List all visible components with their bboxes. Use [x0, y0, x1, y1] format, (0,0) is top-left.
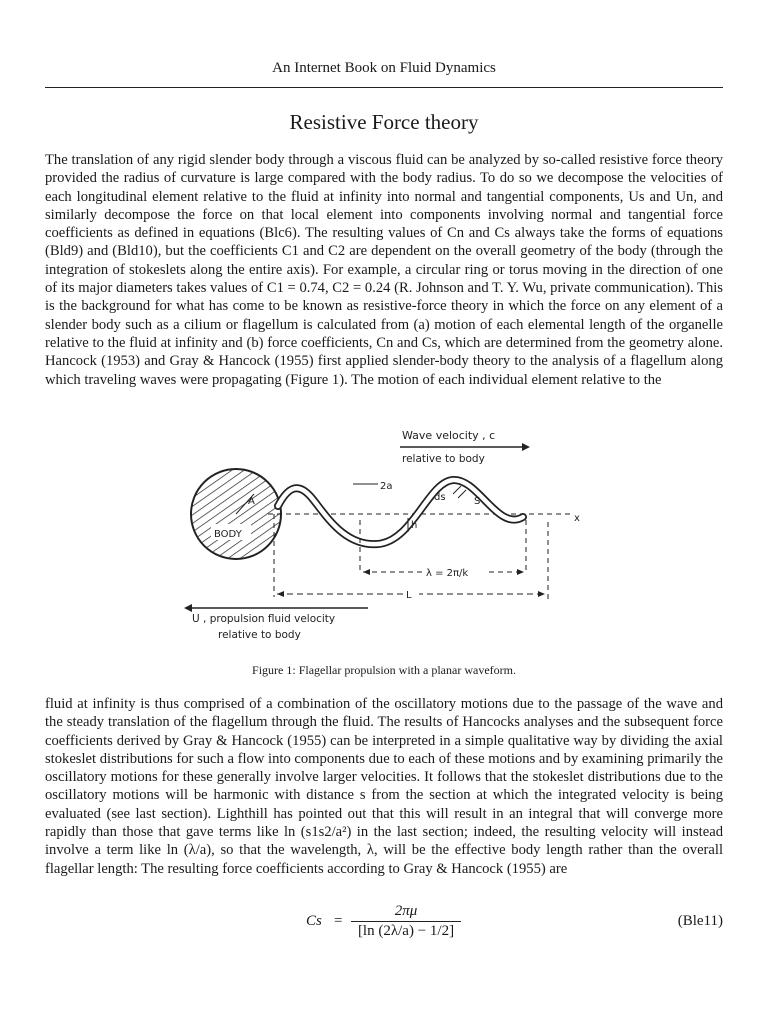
relative-to-body-top-label: relative to body: [402, 453, 485, 465]
fraction-bar: [351, 921, 461, 922]
paragraph-continuation: fluid at infinity is thus comprised of a combination of the oscillatory motions due to the passage of the wave and the steady translation of the flagellum through the fluid. The results of Hancocks analyses and the subsequent force coefficients derived by Gray & Hancock (1955) can be interpreted in a simple qualitative way by dividing the axial stokeslet distributions for such a flow into components due to each of these motions and by examining primarily the oscillatory motions for these generally involve larger velocities. It follows that the stokeslet distributions due to the oscillatory motions will be harmonic with distance s from the section at which the integrated velocity is being evaluated (see last section). Lighthill has pointed out that this will result in an integral that will converge more rapidly than those that gave terms like ln (s1s2/a²) in the last section; indeed, the resulting velocity will instead involve a term like ln (λ/a), so that the wavelength, λ, will be the effective body length rather than the overall flagellar length: The resulting force coefficients according to Gray & Hancock (1955) are: [45, 696, 723, 877]
section-title: Resistive Force theory: [289, 110, 479, 134]
equation-fraction: [351, 903, 461, 940]
equation-label: (Ble11): [677, 913, 723, 929]
equation-ble11: [45, 903, 723, 943]
s-label: S: [474, 496, 481, 507]
wavelength-label: λ = 2π/k: [426, 568, 469, 579]
figure-caption: Figure 1: Flagellar propulsion with a planar waveform.: [252, 663, 516, 677]
wave-velocity-arrowhead: [522, 443, 530, 451]
ds-label: ds: [434, 492, 446, 503]
h-label: h: [411, 520, 418, 531]
diameter-label: 2a: [380, 481, 393, 492]
x-axis-label: x: [574, 513, 580, 524]
equation-denominator: [ln (2λ/a) − 1/2]: [357, 923, 455, 939]
paragraph-intro: The translation of any rigid slender body through a viscous fluid can be analyzed by so-called resistive force theory provided the radius of curvature is large compared with the body radius. To do so we decompose the velocities of each longitudinal element relative to the fluid at infinity into normal and tangential components, Us and Un, and similarly decompose the force on that local element into components involving normal and tangential force coefficients as defined in equations (Blc6). The resulting values of Cn and Cs always take the forms of equations (Bld9) and (Bld10), but the coefficients C1 and C2 are dependent on the overall geometry of the body (through the integration of stokeslets along the entire axis). For example, a circular ring or torus moving in the direction of one of its major diameters takes values of C1 = 0.74, C2 = 0.24 (R. Johnson and T. Y. Wu, private communication). This is the background for what has come to be known as resistive-force theory in which the force on any element of a slender body such as a cilium or flagellum is calculated from (a) motion of each elemental length of the organelle relative to the fluid at infinity and (b) force coefficients, Cn and Cs, which are determined from the geometry alone. Hancock (1953) and Gray & Hancock (1955) first applied slender-body theory to the analysis of a flagellum along which traveling waves were propagating (Figure 1). The motion of each individual element relative to the: [45, 152, 723, 388]
equation-equals: =: [334, 913, 343, 929]
wave-velocity-label: Wave velocity , c: [402, 429, 496, 442]
running-header: An Internet Book on Fluid Dynamics: [272, 60, 496, 76]
relative-to-body-bottom-label: relative to body: [218, 629, 301, 641]
body-label: BODY: [214, 529, 242, 540]
radius-label: A: [248, 496, 255, 507]
flagellum-figure: [178, 422, 590, 652]
propulsion-arrowhead: [184, 604, 192, 612]
length-label: L: [406, 590, 412, 601]
equation-lhs: Cs: [306, 913, 322, 929]
header-rule: [45, 87, 723, 88]
propulsion-label: U , propulsion fluid velocity: [192, 613, 336, 625]
equation-numerator: 2πμ: [394, 903, 418, 919]
